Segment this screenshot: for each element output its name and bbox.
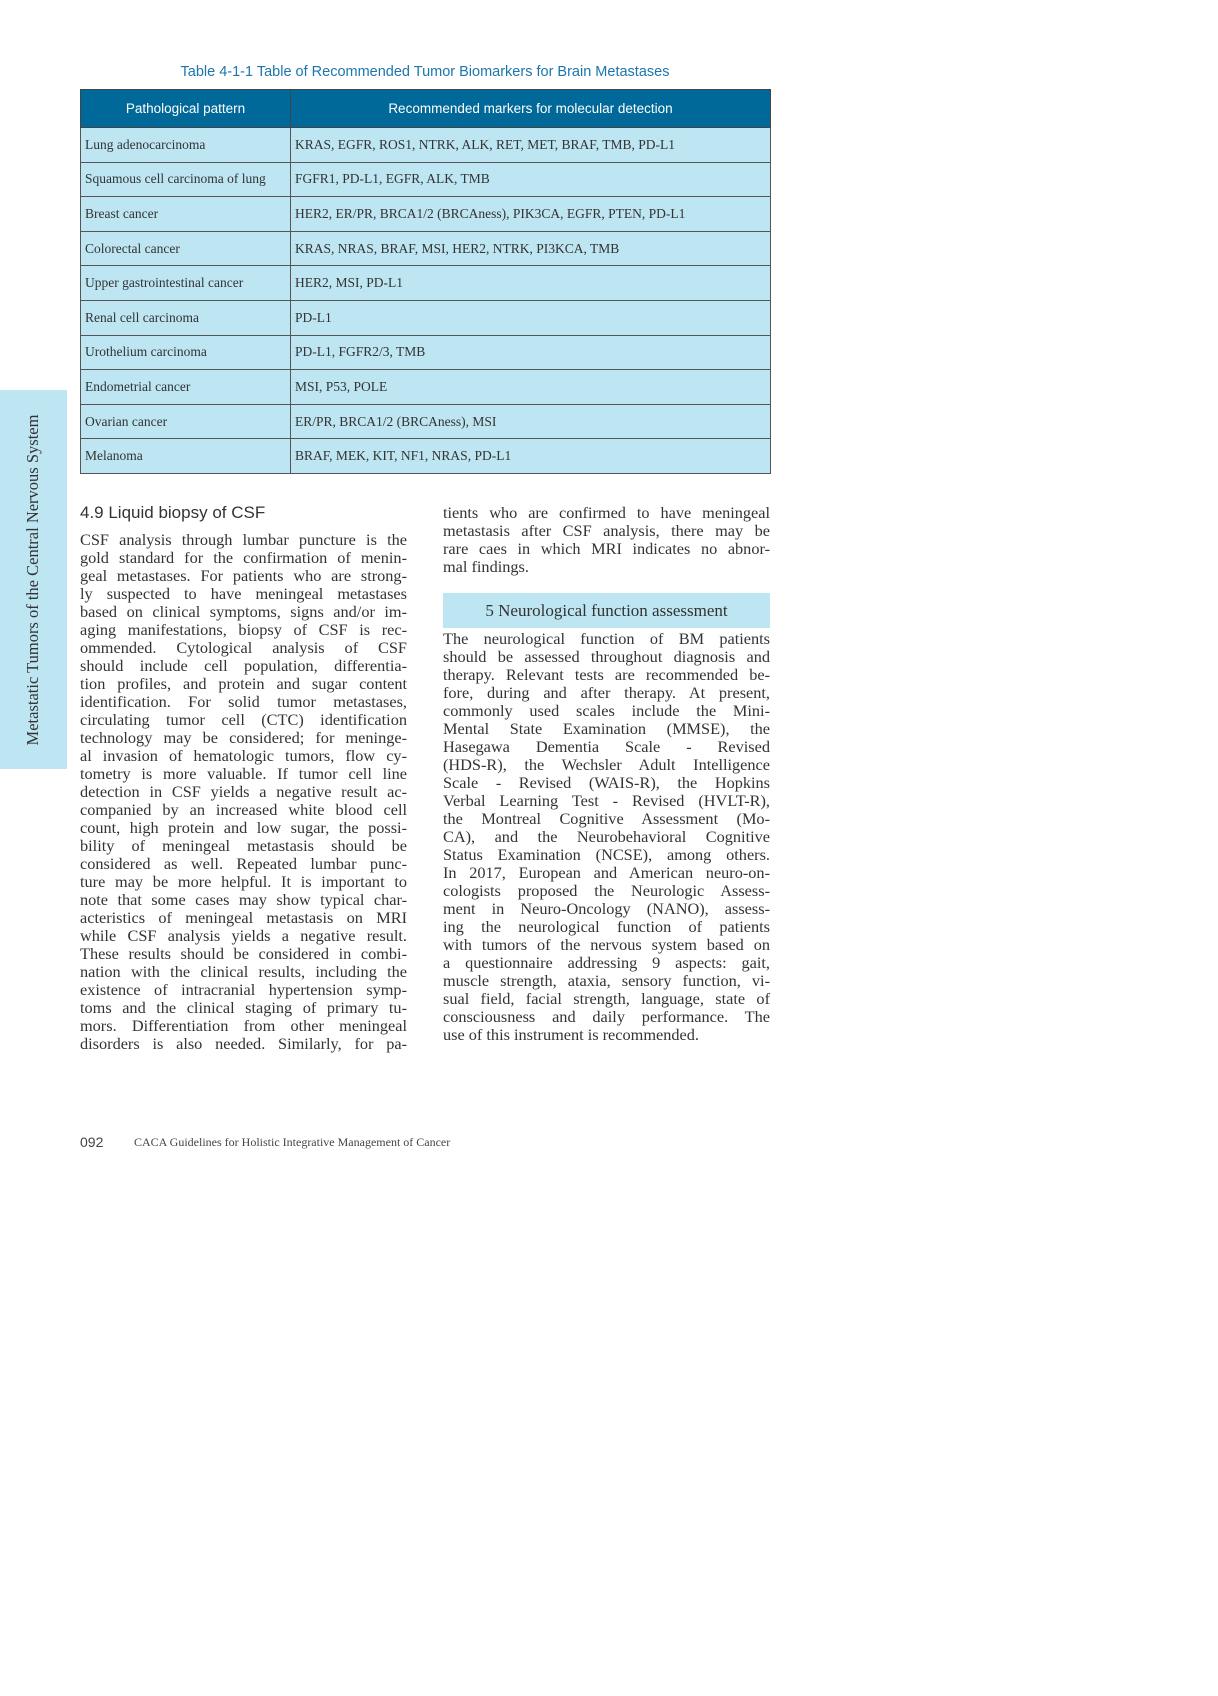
table-row bbox=[81, 197, 771, 232]
text-line: sual field, facial strength, language, state of bbox=[443, 989, 770, 1008]
text-line: ture may be more helpful. It is important to bbox=[80, 872, 407, 891]
text-line: These results should be considered in combi- bbox=[80, 944, 407, 963]
pathological-pattern-cell: Urothelium carcinoma bbox=[81, 335, 291, 370]
text-line: mors. Differentiation from other meningeal bbox=[80, 1016, 407, 1035]
section-heading-4-9: 4.9 Liquid biopsy of CSF bbox=[80, 503, 266, 522]
markers-cell: KRAS, NRAS, BRAF, MSI, HER2, NTRK, PI3KCA, TMB bbox=[291, 231, 771, 266]
markers-cell: PD-L1, FGFR2/3, TMB bbox=[291, 335, 771, 370]
text-line: should include cell population, differentia- bbox=[80, 656, 407, 675]
text-line: Hasegawa Dementia Scale - Revised bbox=[443, 737, 770, 756]
markers-cell: KRAS, EGFR, ROS1, NTRK, ALK, RET, MET, BRAF, TMB, PD-L1 bbox=[291, 128, 771, 163]
text-line: tients who are confirmed to have meningeal bbox=[443, 503, 770, 522]
text-line: toms and the clinical staging of primary tu- bbox=[80, 998, 407, 1017]
pathological-pattern-cell: Melanoma bbox=[81, 439, 291, 474]
text-line: ly suspected to have meningeal metastases bbox=[80, 584, 407, 603]
biomarker-table bbox=[80, 89, 771, 474]
pathological-pattern-cell: Renal cell carcinoma bbox=[81, 300, 291, 335]
pathological-pattern-cell: Breast cancer bbox=[81, 197, 291, 232]
text-line: identification. For solid tumor metastases, bbox=[80, 692, 407, 711]
header-recommended-markers: Recommended markers for molecular detection bbox=[291, 90, 771, 128]
text-line: considered as well. Repeated lumbar punc- bbox=[80, 854, 407, 873]
text-line: mal findings. bbox=[443, 557, 529, 576]
right-column-top bbox=[443, 504, 770, 576]
table-row bbox=[81, 404, 771, 439]
text-line: muscle strength, ataxia, sensory function, vi- bbox=[443, 971, 770, 990]
text-line: circulating tumor cell (CTC) identification bbox=[80, 710, 407, 729]
markers-cell: PD-L1 bbox=[291, 300, 771, 335]
table-row bbox=[81, 128, 771, 163]
left-column bbox=[80, 503, 407, 1053]
text-line: rare caes in which MRI indicates no abnor- bbox=[443, 539, 770, 558]
text-line: disorders is also needed. Similarly, for pa- bbox=[80, 1034, 407, 1053]
pathological-pattern-cell: Upper gastrointestinal cancer bbox=[81, 266, 291, 301]
page-number: 092 bbox=[80, 1134, 104, 1150]
table-header-row bbox=[81, 90, 771, 128]
markers-cell: MSI, P53, POLE bbox=[291, 370, 771, 405]
text-line: Scale - Revised (WAIS-R), the Hopkins bbox=[443, 773, 770, 792]
header-pathological-pattern: Pathological pattern bbox=[81, 90, 291, 128]
text-line: consciousness and daily performance. The bbox=[443, 1007, 770, 1026]
table-row bbox=[81, 231, 771, 266]
text-line: CA), and the Neurobehavioral Cognitive bbox=[443, 827, 770, 846]
text-line: with tumors of the nervous system based on bbox=[443, 935, 770, 954]
text-line: detection in CSF yields a negative result ac- bbox=[80, 782, 407, 801]
pathological-pattern-cell: Endometrial cancer bbox=[81, 370, 291, 405]
section-heading-5: 5 Neurological function assessment bbox=[443, 593, 770, 628]
text-line: commonly used scales include the Mini- bbox=[443, 701, 770, 720]
text-line: companied by an increased white blood cell bbox=[80, 800, 407, 819]
text-line: the Montreal Cognitive Assessment (Mo- bbox=[443, 809, 770, 828]
chapter-side-tab bbox=[0, 390, 67, 769]
text-line: acteristics of meningeal metastasis on MRI bbox=[80, 908, 407, 927]
text-line: The neurological function of BM patients bbox=[443, 629, 770, 648]
text-line: bility of meningeal metastasis should be bbox=[80, 836, 407, 855]
text-line: tion profiles, and protein and sugar content bbox=[80, 674, 407, 693]
running-footer-title: CACA Guidelines for Holistic Integrative Management of Cancer bbox=[134, 1135, 451, 1149]
table-row bbox=[81, 266, 771, 301]
pathological-pattern-cell: Lung adenocarcinoma bbox=[81, 128, 291, 163]
text-line: use of this instrument is recommended. bbox=[443, 1025, 699, 1044]
markers-cell: HER2, MSI, PD-L1 bbox=[291, 266, 771, 301]
text-line: metastasis after CSF analysis, there may be bbox=[443, 521, 770, 540]
text-line: technology may be considered; for meninge- bbox=[80, 728, 407, 747]
text-line: tometry is more valuable. If tumor cell line bbox=[80, 764, 407, 783]
markers-cell: BRAF, MEK, KIT, NF1, NRAS, PD-L1 bbox=[291, 439, 771, 474]
text-line: ing the neurological function of patients bbox=[443, 917, 770, 936]
text-line: Verbal Learning Test - Revised (HVLT-R), bbox=[443, 791, 770, 810]
right-column-body bbox=[443, 630, 770, 1044]
table-row bbox=[81, 370, 771, 405]
pathological-pattern-cell: Colorectal cancer bbox=[81, 231, 291, 266]
text-line: count, high protein and low sugar, the possi- bbox=[80, 818, 407, 837]
text-line: should be assessed throughout diagnosis and bbox=[443, 647, 770, 666]
markers-cell: ER/PR, BRCA1/2 (BRCAness), MSI bbox=[291, 404, 771, 439]
text-line: nation with the clinical results, including the bbox=[80, 962, 407, 981]
text-line: while CSF analysis yields a negative result. bbox=[80, 926, 407, 945]
text-line: CSF analysis through lumbar puncture is the bbox=[80, 530, 407, 549]
text-line: In 2017, European and American neuro-on- bbox=[443, 863, 770, 882]
text-line: a questionnaire addressing 9 aspects: gait, bbox=[443, 953, 770, 972]
text-line: Mental State Examination (MMSE), the bbox=[443, 719, 770, 738]
text-line: note that some cases may show typical char- bbox=[80, 890, 407, 909]
text-line: gold standard for the confirmation of menin- bbox=[80, 548, 407, 567]
text-line: al invasion of hematologic tumors, flow cy- bbox=[80, 746, 407, 765]
text-line: existence of intracranial hypertension symp- bbox=[80, 980, 407, 999]
table-row bbox=[81, 439, 771, 474]
text-line: based on clinical symptoms, signs and/or im- bbox=[80, 602, 407, 621]
pathological-pattern-cell: Ovarian cancer bbox=[81, 404, 291, 439]
markers-cell: HER2, ER/PR, BRCA1/2 (BRCAness), PIK3CA, EGFR, PTEN, PD-L1 bbox=[291, 197, 771, 232]
table-row bbox=[81, 162, 771, 197]
text-line: therapy. Relevant tests are recommended be- bbox=[443, 665, 770, 684]
markers-cell: FGFR1, PD-L1, EGFR, ALK, TMB bbox=[291, 162, 771, 197]
text-line: fore, during and after therapy. At present, bbox=[443, 683, 770, 702]
chapter-side-label: Metastatic Tumors of the Central Nervous System bbox=[23, 414, 42, 746]
table-row bbox=[81, 335, 771, 370]
text-line: aging manifestations, biopsy of CSF is rec- bbox=[80, 620, 407, 639]
text-line: (HDS-R), the Wechsler Adult Intelligence bbox=[443, 755, 770, 774]
text-line: geal metastases. For patients who are strong- bbox=[80, 566, 407, 585]
table-row bbox=[81, 300, 771, 335]
text-line: Status Examination (NCSE), among others. bbox=[443, 845, 770, 864]
pathological-pattern-cell: Squamous cell carcinoma of lung bbox=[81, 162, 291, 197]
text-line: ment in Neuro-Oncology (NANO), assess- bbox=[443, 899, 770, 918]
text-line: ommended. Cytological analysis of CSF bbox=[80, 638, 407, 657]
text-line: cologists proposed the Neurologic Assess- bbox=[443, 881, 770, 900]
table-title: Table 4-1-1 Table of Recommended Tumor Biomarkers for Brain Metastases bbox=[180, 64, 670, 80]
